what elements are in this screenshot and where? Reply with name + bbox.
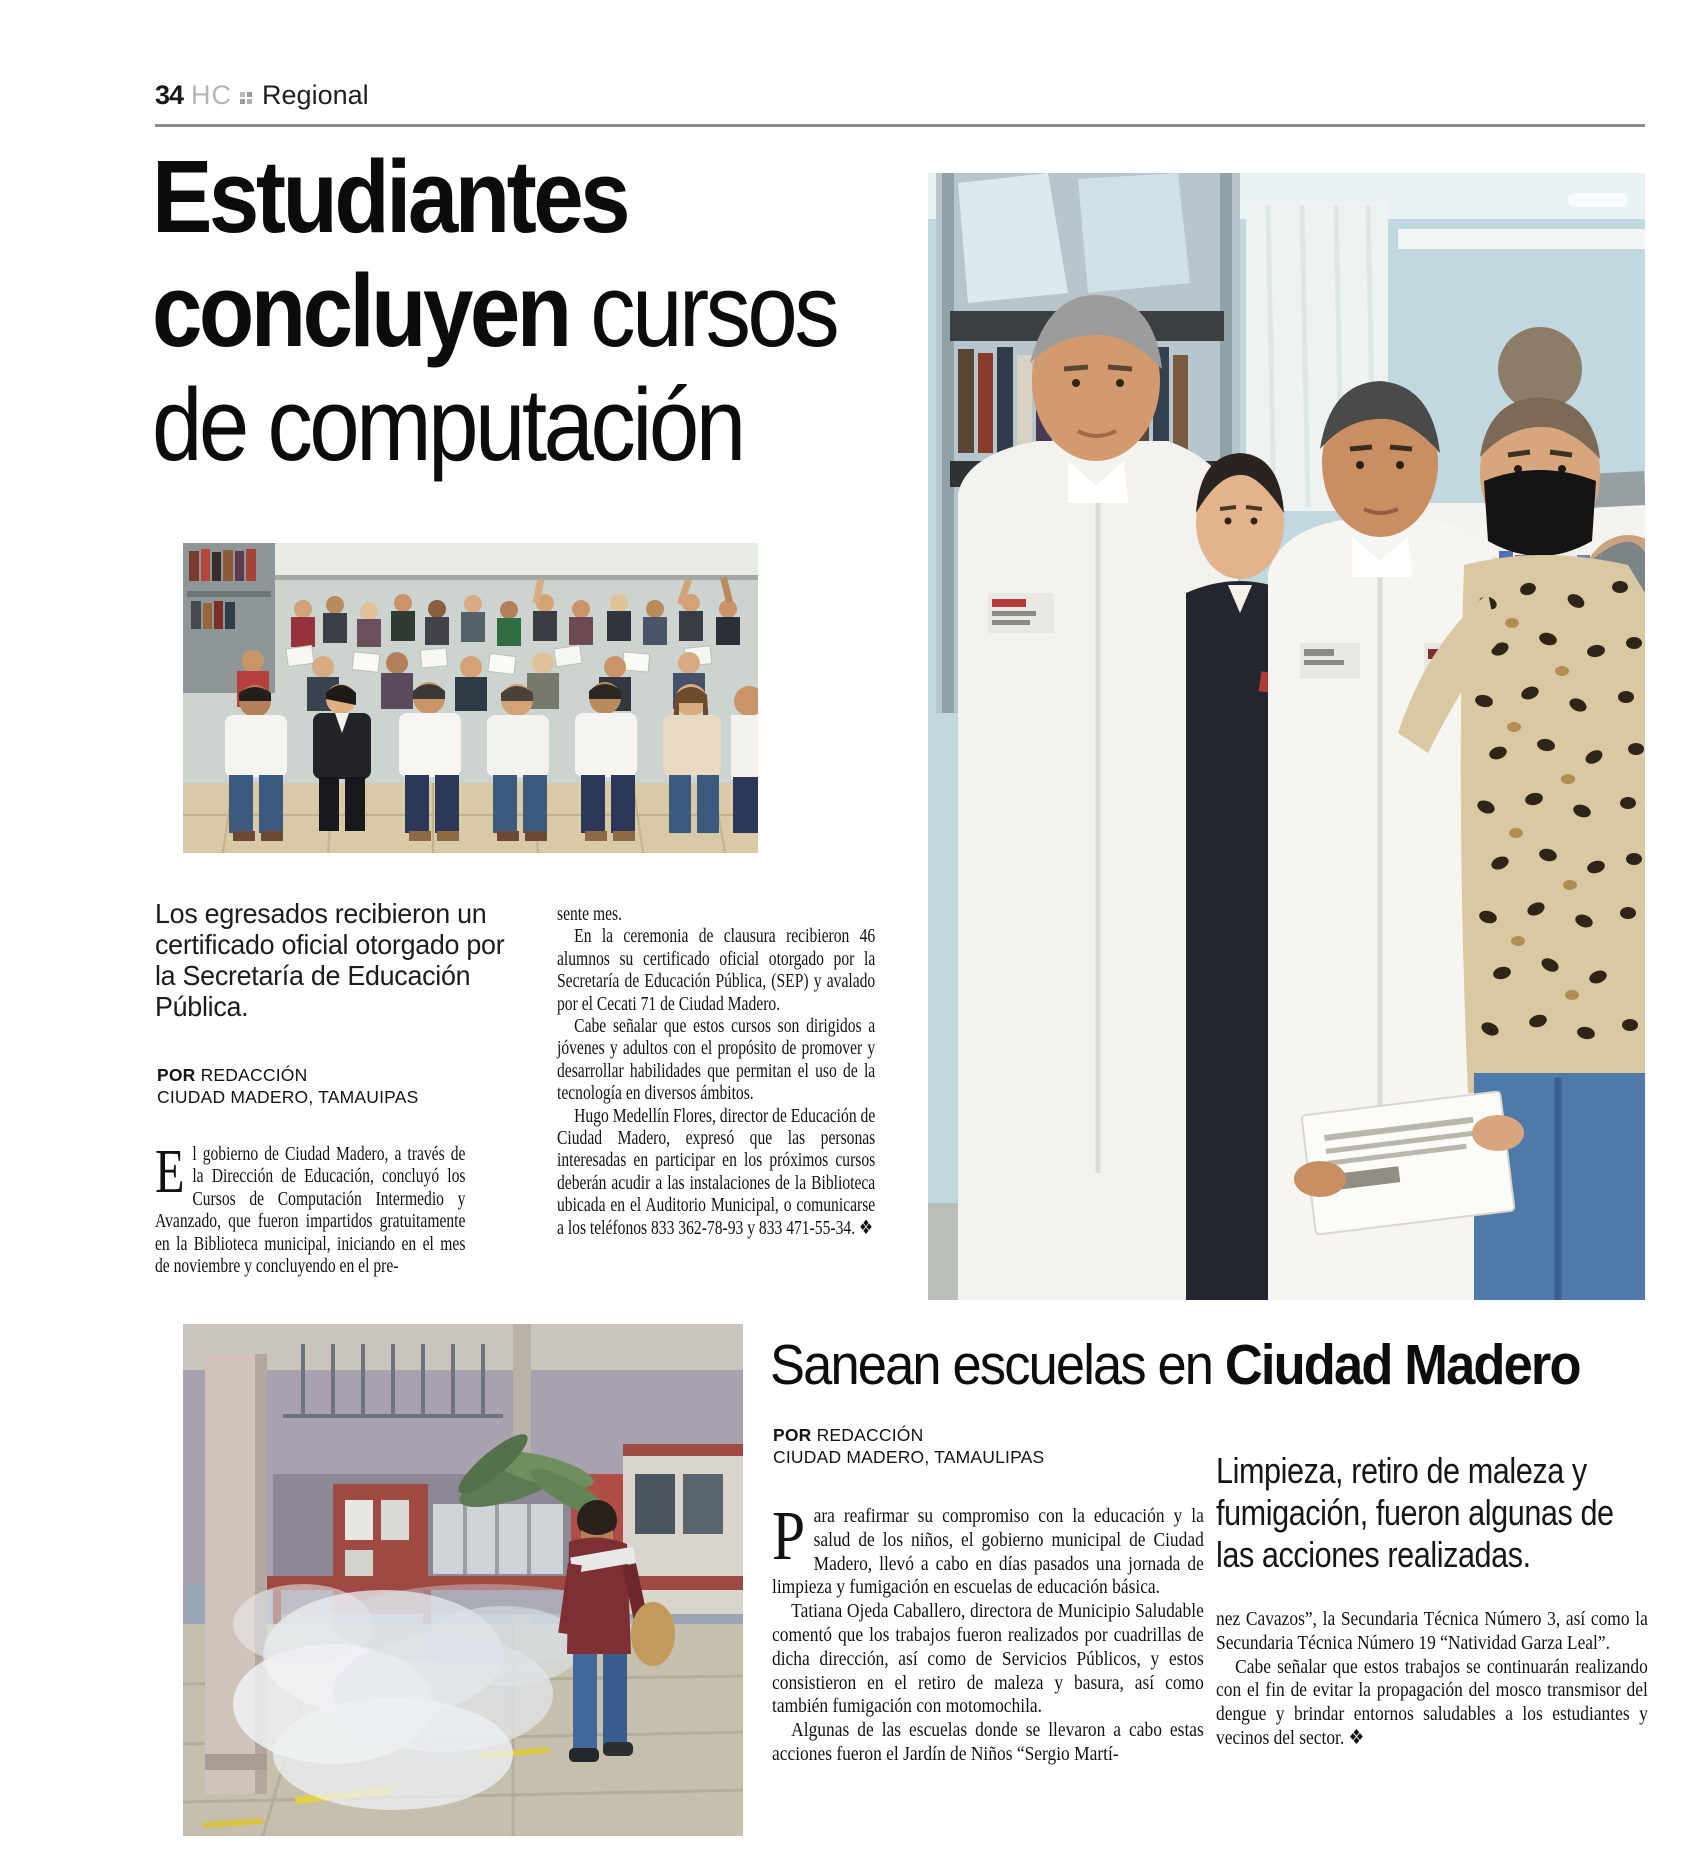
- paragraph: Algunas de las escuelas donde se llevaron a cabo estas acciones fueron el Jardín de Niños “Sergio Martí-: [772, 1719, 1204, 1765]
- byline-location: CIUDAD MADERO, TAMAULIPAS: [773, 1447, 1045, 1467]
- article1-subhead: Los egresados recibieron un certificado oficial otorgado por la Secretaría de Educación Pública.: [155, 898, 505, 1022]
- graduates-illustration: [183, 543, 758, 853]
- fumigation-tank: [631, 1602, 675, 1666]
- headline-line3: de computación: [152, 367, 743, 482]
- byline-name: REDACCIÓN: [816, 1425, 924, 1445]
- paragraph: Cabe señalar que estos cursos son dirigidos a jóvenes y adultos con el propósito de promover y desarrollar habilidades que permitan el uso de la tecnología en diversos ámbitos.: [557, 1015, 876, 1105]
- drop-cap: E: [155, 1138, 185, 1206]
- headline-line1: Estudiantes: [152, 139, 628, 254]
- article2-headline: [770, 1332, 1580, 1398]
- photo-computer-course-graduates: [183, 543, 758, 853]
- byline-label: POR: [773, 1425, 812, 1445]
- headline-line2-regular: cursos: [568, 253, 837, 368]
- article1-body-col2: [557, 903, 875, 1239]
- bookshelf-left: [183, 543, 275, 693]
- paragraph: Tatiana Ojeda Caballero, directora de Municipio Saludable comentó que los trabajos fueron realizados por cuadrillas de dicha dirección, así como de Servicios Públicos, y estos consistieron en el retiro de maleza y basura, así como también fumigación con motomochila.: [772, 1600, 1204, 1718]
- article1-byline: [157, 1064, 419, 1108]
- article2-body-col1: [772, 1498, 1204, 1767]
- article2-pull-quote: Limpieza, retiro de maleza y fumigación, fueron algunas de las acciones realizadas.: [1216, 1450, 1614, 1575]
- paragraph: [155, 1138, 466, 1278]
- hand-right: [1472, 1115, 1524, 1151]
- fumigation-illustration: [183, 1324, 743, 1836]
- headline2-bold: Ciudad Madero: [1224, 1333, 1580, 1397]
- article1-body-col1: [155, 1138, 466, 1278]
- section-label: Regional: [262, 80, 369, 110]
- byline-name: REDACCIÓN: [200, 1065, 308, 1085]
- four-dots-icon: [240, 91, 254, 105]
- photo-certificate-presentation: [928, 173, 1645, 1300]
- headline2-regular: Sanean escuelas en: [770, 1333, 1225, 1397]
- paragraph: sente mes.: [557, 903, 622, 925]
- photo-school-fumigation: [183, 1324, 743, 1836]
- newspaper-logo: HC: [191, 80, 233, 110]
- paragraph: nez Cavazos”, la Secundaria Técnica Número 3, así como la Secundaria Técnica Número 19 “Natividad Garza Leal”.: [1216, 1608, 1648, 1654]
- article2-body-col2: [1216, 1608, 1648, 1751]
- certificate-presentation-illustration: [928, 173, 1645, 1300]
- article2-byline: [773, 1424, 1044, 1468]
- page-header: [155, 80, 369, 111]
- hand-left: [1294, 1161, 1346, 1197]
- byline-label: POR: [157, 1065, 196, 1085]
- paragraph: Cabe señalar que estos trabajos se continuarán realizando con el fin de evitar la propagación del mosco transmisor del dengue y brindar entornos saludables a los estudiantes y vecinos del sector. ❖: [1216, 1655, 1648, 1749]
- paragraph-text: l gobierno de Ciudad Madero, a través de la Dirección de Educación, concluyó los Cursos de Computación Intermedio y Avanzado, que fueron impartidos gratuitamente en la Biblioteca municipal, iniciando en el mes de noviembre y concluyendo en el pre-: [155, 1143, 466, 1278]
- byline-location: CIUDAD MADERO, TAMAUIPAS: [157, 1087, 419, 1107]
- certificate-paper: [1294, 1091, 1524, 1234]
- paragraph-text: ara reafirmar su compromiso con la educación y la salud de los niños, el gobierno municipal de Ciudad Madero, llevó a cabo en días pasados una jornada de limpieza y fumigación en escuelas de educación básica.: [772, 1505, 1204, 1599]
- page-number: 34: [155, 80, 184, 110]
- drop-cap: P: [772, 1498, 806, 1575]
- header-rule: [155, 124, 1645, 127]
- article1-headline: [152, 140, 929, 482]
- paragraph: En la ceremonia de clausura recibieron 46 alumnos su certificado oficial otorgado por la Secretaría de Educación Pública, (SEP) y avalado por el Cecati 71 de Ciudad Madero.: [557, 925, 876, 1015]
- headline-line2-bold: concluyen: [152, 253, 569, 368]
- paragraph: [772, 1498, 1204, 1600]
- paragraph: Hugo Medellín Flores, director de Educación de Ciudad Madero, expresó que las personas interesadas en participar en los próximos cursos deberán acudir a las instalaciones de la Biblioteca ubicada en el Auditorio Municipal, o comunicarse a los teléfonos 833 362-78-93 y 833 471-55-34. ❖: [557, 1104, 876, 1239]
